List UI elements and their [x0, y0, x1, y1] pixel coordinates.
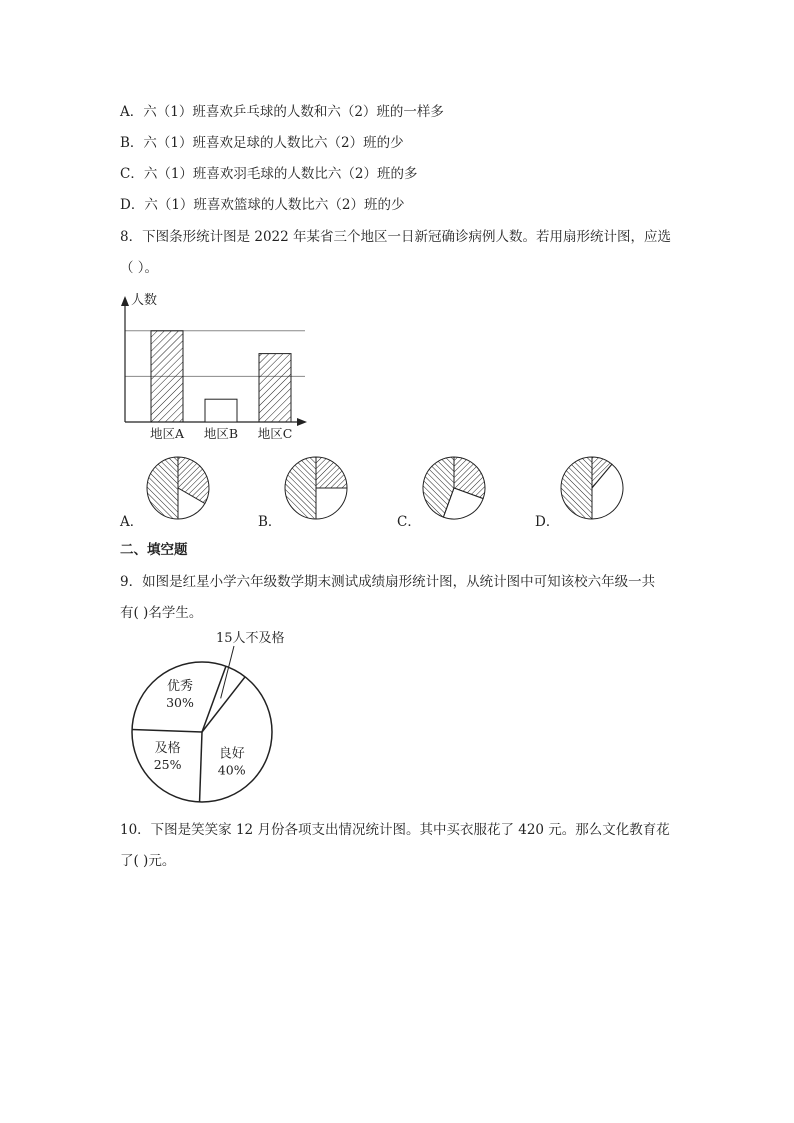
section-heading: 二、填空题: [120, 542, 188, 558]
q8-option-c-label: C．: [397, 514, 421, 530]
slice-value-label: 25%: [153, 757, 182, 773]
q10-text-line1: 10．下图是笑笑家 12 月份各项支出情况统计图。其中买衣服花了 420 元。那么文化教育花: [120, 822, 670, 838]
option-b-slice: [316, 457, 347, 488]
q8-text-line2: （ ）。: [120, 260, 159, 276]
slice-value-label: 40%: [217, 762, 246, 778]
x-tick-label: 地区C: [257, 426, 293, 441]
slice-label: 优秀: [166, 678, 194, 694]
slice-label: 及格: [154, 741, 181, 757]
x-tick-label: 地区B: [203, 426, 239, 441]
slice-value-label: 30%: [166, 694, 194, 710]
q7-option-b: B．六（1）班喜欢足球的人数比六（2）班的少: [120, 135, 404, 151]
q8-option-d-label: D．: [535, 514, 560, 530]
q7-option-a: A．六（1）班喜欢乒乓球的人数和六（2）班的一样多: [120, 104, 444, 120]
option-b-slice: [316, 488, 347, 519]
y-axis-label: 人数: [131, 293, 158, 308]
score-pie-chart: [120, 632, 320, 812]
q10-text-line2: 了( )元。: [120, 853, 176, 869]
q9-text-line2: 有( )名学生。: [120, 605, 203, 621]
q7-option-c: C．六（1）班喜欢羽毛球的人数比六（2）班的多: [120, 166, 418, 182]
y-axis-arrow: [121, 296, 129, 306]
q8-option-b-label: B．: [258, 514, 282, 530]
bar-chart: [115, 288, 315, 448]
x-axis-arrow: [297, 418, 307, 426]
q8-text-line1: 8．下图条形统计图是 2022 年某省三个地区一日新冠确诊病例人数。若用扇形统计图，应选: [120, 229, 672, 245]
bar-地区B: [205, 399, 237, 422]
x-tick-label: 地区A: [149, 426, 185, 441]
q9-text-line1: 9．如图是红星小学六年级数学期末测试成绩扇形统计图，从统计图中可知该校六年级一共: [120, 574, 656, 590]
callout-label: 15人不及格: [216, 631, 285, 646]
option-d-slice: [561, 457, 592, 519]
bar-地区A: [151, 331, 183, 422]
option-b-slice: [285, 457, 316, 519]
option-a-slice: [147, 457, 178, 519]
bar-地区C: [259, 354, 291, 422]
q7-option-d: D．六（1）班喜欢篮球的人数比六（2）班的少: [120, 197, 405, 213]
q8-option-a-label: A．: [120, 514, 144, 530]
slice-label: 良好: [218, 746, 245, 762]
